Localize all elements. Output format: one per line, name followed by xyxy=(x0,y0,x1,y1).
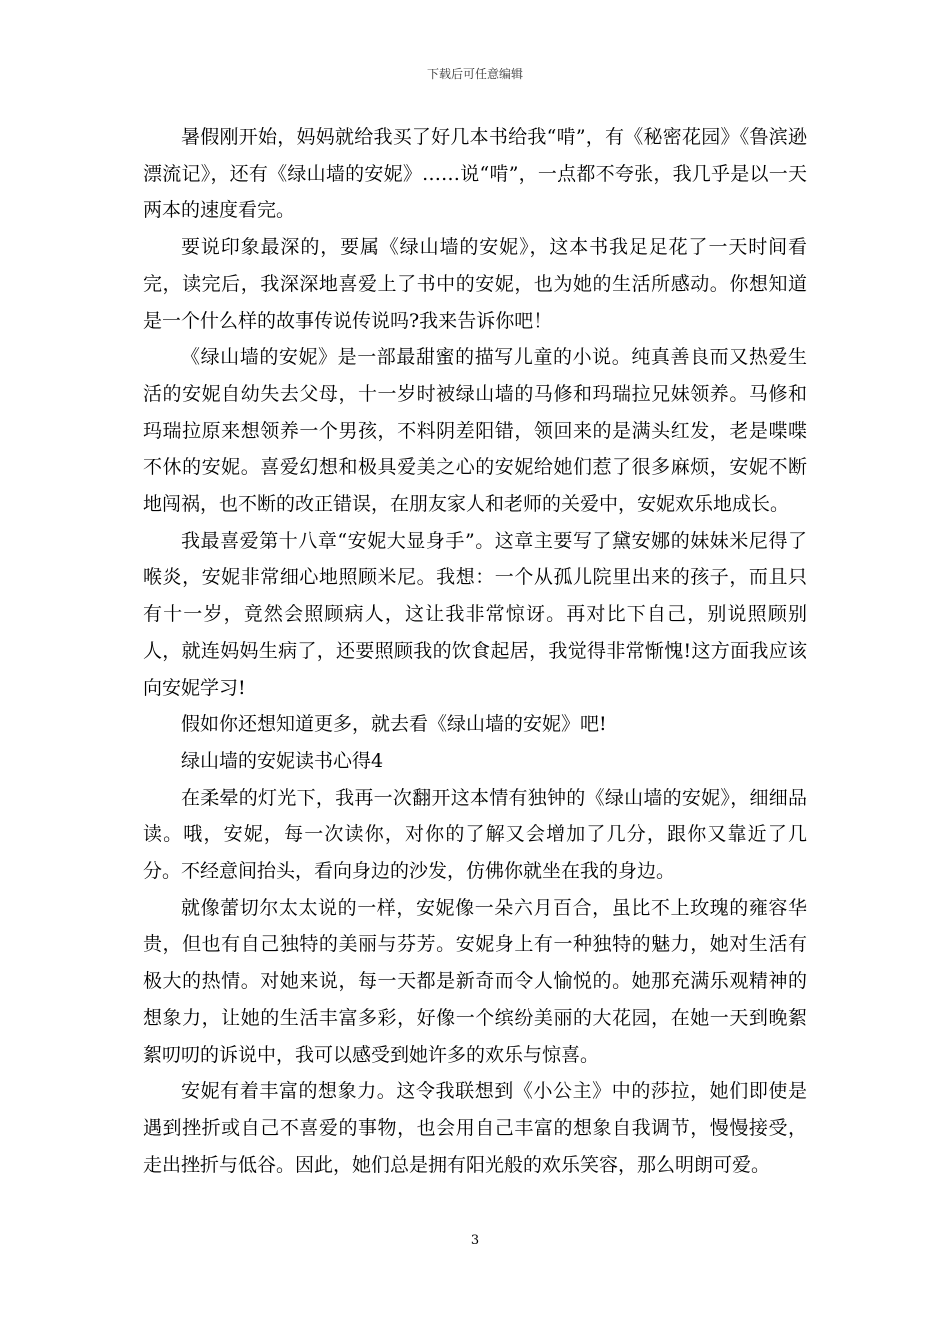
paragraph: 就像蕾切尔太太说的一样，安妮像一朵六月百合，虽比不上玫瑰的雍容华贵，但也有自己独特的美丽与芬芳。安妮身上有一种独特的魅力，她对生活有极大的热情。对她来说，每一天都是新奇而令人愉悦的。她那充满乐观精神的想象力，让她的生活丰富多彩，好像一个缤纷美丽的大花园，在她一天到晚絮絮叨叨的诉说中，我可以感受到她许多的欢乐与惊喜。 xyxy=(143,896,807,1066)
section-heading: 绿山墙的安妮读书心得4 xyxy=(181,749,384,772)
paragraph: 安妮有着丰富的想象力。这令我联想到《小公主》中的莎拉，她们即使是遇到挫折或自己不喜爱的事物，也会用自己丰富的想象自我调节，慢慢接受，走出挫折与低谷。因此，她们总是拥有阳光般的欢乐笑容，那么明朗可爱。 xyxy=(143,1080,807,1176)
page-number: 3 xyxy=(470,1233,480,1248)
page-header: 下载后可任意编辑 xyxy=(426,67,523,81)
paragraph: 《绿山墙的安妮》是一部最甜蜜的描写儿童的小说。纯真善良而又热爱生活的安妮自幼失去父母，十一岁时被绿山墙的马修和玛瑞拉兄妹领养。马修和玛瑞拉原来想领养一个男孩，不料阴差阳错，领回来的是满头红发，老是喋喋不休的安妮。喜爱幻想和极具爱美之心的安妮给她们惹了很多麻烦，安妮不断地闯祸，也不断的改正错误，在朋友家人和老师的关爱中，安妮欢乐地成长。 xyxy=(143,346,807,516)
paragraph: 在柔晕的灯光下，我再一次翻开这本情有独钟的《绿山墙的安妮》，细细品读。哦，安妮，每一次读你，对你的了解又会增加了几分，跟你又靠近了几分。不经意间抬头，看向身边的沙发，仿佛你就坐在我的身边。 xyxy=(143,786,807,883)
paragraph: 我最喜爱第十八章“安妮大显身手”。这章主要写了黛安娜的妹妹米尼得了喉炎，安妮非常细心地照顾米尼。我想：一个从孤儿院里出来的孩子，而且只有十一岁，竟然会照顾病人，这让我非常惊讶。再对比下自己，别说照顾别人，就连妈妈生病了，还要照顾我的饮食起居，我觉得非常惭愧!这方面我应该向安妮学习! xyxy=(143,529,807,699)
paragraph: 暑假刚开始，妈妈就给我买了好几本书给我“啃”，有《秘密花园》《鲁滨逊漂流记》，还有《绿山墙的安妮》……说“啃”，一点都不夸张，我几乎是以一天两本的速度看完。 xyxy=(143,126,807,222)
paragraph: 要说印象最深的，要属《绿山墙的安妮》，这本书我足足花了一天时间看完，读完后，我深深地喜爱上了书中的安妮，也为她的生活所感动。你想知道是一个什么样的故事传说传说吗?我来告诉你吧！ xyxy=(143,236,807,332)
document-body xyxy=(143,119,807,1183)
paragraph: 假如你还想知道更多，就去看《绿山墙的安妮》吧! xyxy=(181,713,607,736)
